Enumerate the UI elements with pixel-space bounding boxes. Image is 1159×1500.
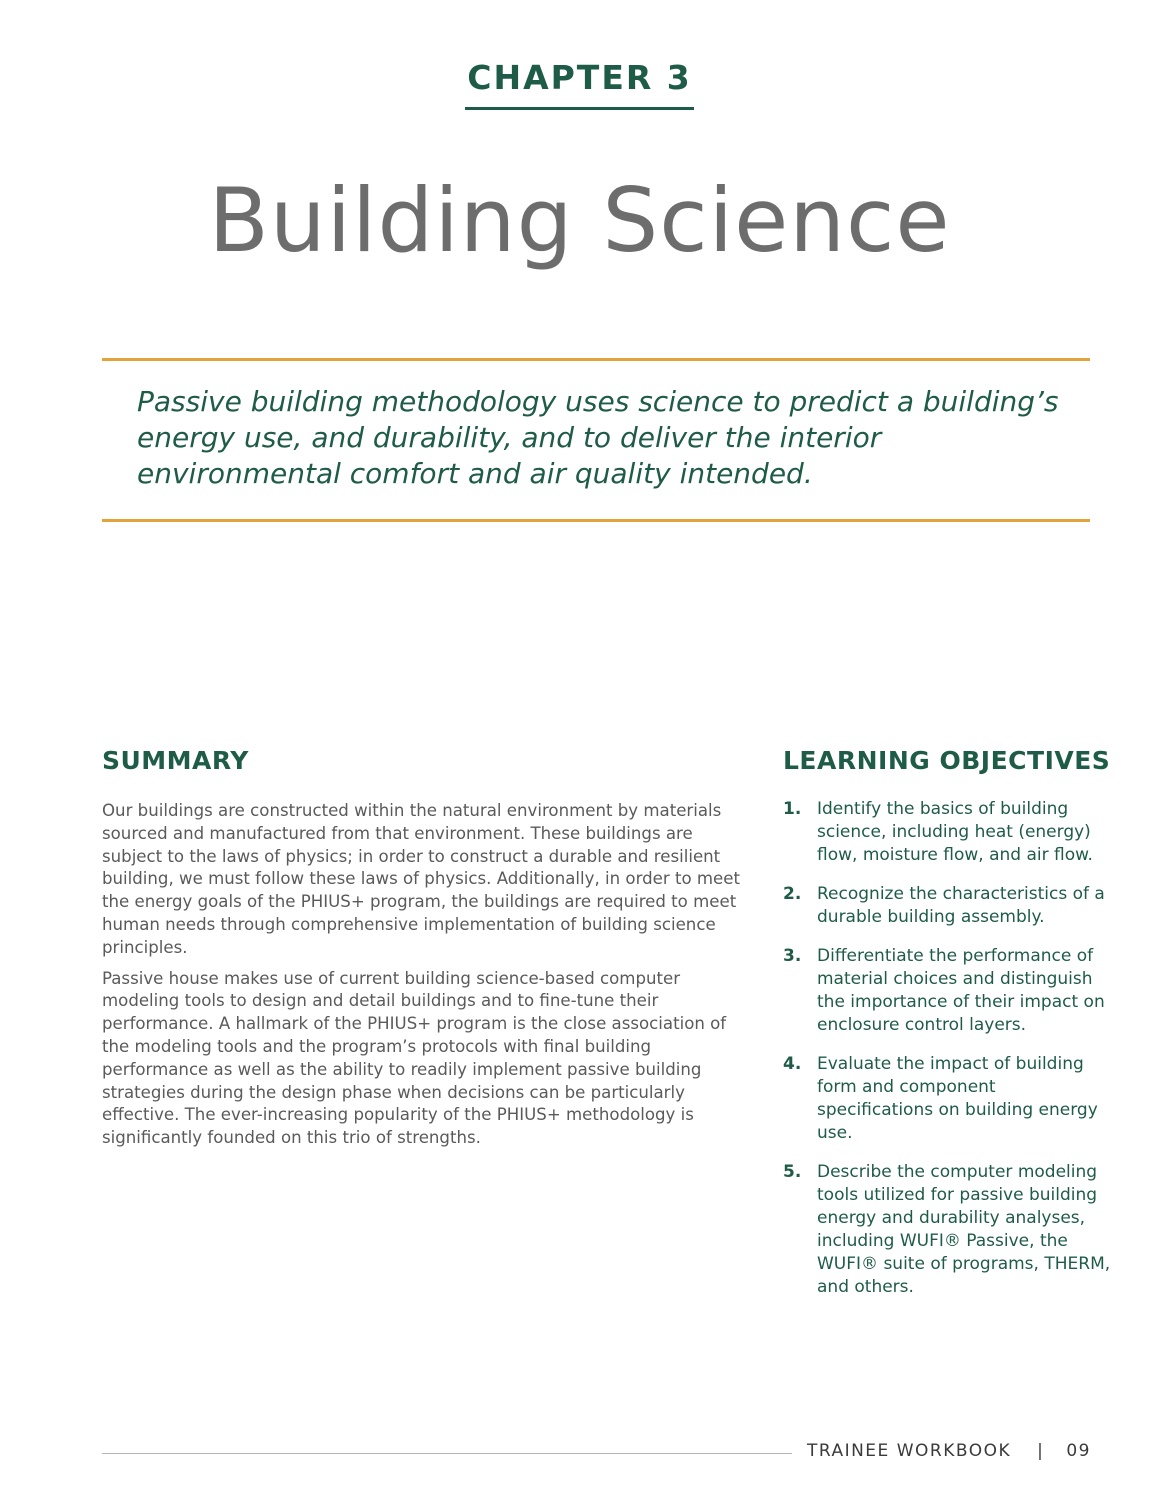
page-title: Building Science	[208, 169, 951, 272]
objective-item	[783, 883, 1113, 929]
intro-top-divider	[102, 358, 1090, 361]
footer-label: TRAINEE WORKBOOK	[806, 1441, 1012, 1461]
objective-number: 3.	[783, 946, 802, 966]
objective-item	[783, 798, 1113, 867]
chapter-header	[0, 58, 1159, 110]
summary-heading: SUMMARY	[102, 746, 249, 775]
page-number: 09	[1066, 1441, 1091, 1461]
summary-paragraph: Passive house makes use of current building science-based computer modeling tools to design and detail buildings and to fine-tune their performance. A hallmark of the PHIUS+ program is the close association of the modeling tools and the program’s protocols with final building performance as well as the ability to readily implement passive building strategies during the design phase when decisions can be particularly effective. The ever-increasing popularity of the PHIUS+ methodology is significantly founded on this trio of strengths.	[102, 968, 727, 1148]
objective-item	[783, 945, 1113, 1037]
intro-bottom-divider	[102, 519, 1090, 522]
objectives-list	[783, 798, 1113, 1299]
page-footer	[807, 1441, 1091, 1461]
objective-text: Recognize the characteristics of a durable building assembly.	[817, 884, 1105, 927]
footer-divider	[102, 1453, 792, 1454]
learning-objectives-section	[783, 744, 1113, 1315]
objective-text: Describe the computer modeling tools utilized for passive building energy and durability analyses, including WUFI® Passive, the WUFI® suite of programs, THERM, and others.	[817, 1162, 1111, 1297]
footer-separator: |	[1037, 1441, 1045, 1461]
objective-number: 5.	[783, 1162, 802, 1182]
objective-text: Differentiate the performance of material choices and distinguish the importance of their impact on enclosure control layers.	[817, 946, 1105, 1035]
objective-item	[783, 1161, 1113, 1299]
objective-number: 1.	[783, 799, 802, 819]
learning-objectives-heading: LEARNING OBJECTIVES	[783, 746, 1111, 775]
summary-paragraph: Our buildings are constructed within the natural environment by materials sourced and manufactured from that environment. These buildings are subject to the laws of physics; in order to construct a durable and resilient building, we must follow these laws of physics. Additionally, in order to meet the energy goals of the PHIUS+ program, the buildings are required to meet human needs through comprehensive implementation of building science principles.	[102, 801, 740, 957]
intro-statement: Passive building methodology uses science to predict a building’s energy use, and durability, and to deliver the interior environmental comfort and air quality intended.	[137, 385, 1059, 490]
chapter-label: CHAPTER 3	[465, 58, 693, 110]
objective-text: Identify the basics of building science, including heat (energy) flow, moisture flow, and air flow.	[817, 799, 1093, 865]
objective-number: 2.	[783, 884, 802, 904]
objective-item	[783, 1053, 1113, 1145]
objective-text: Evaluate the impact of building form and component specifications on building energy use.	[817, 1054, 1098, 1143]
objective-number: 4.	[783, 1054, 802, 1074]
summary-section	[102, 744, 750, 1150]
